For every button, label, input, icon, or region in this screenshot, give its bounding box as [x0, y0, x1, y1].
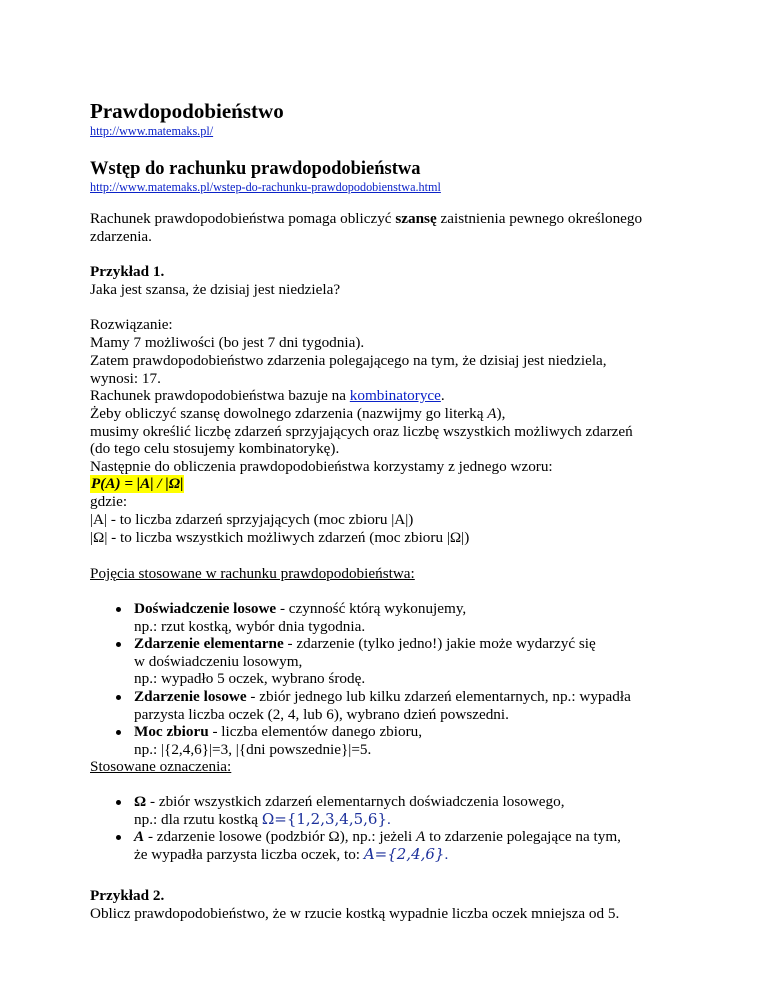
solution-line: Rachunek prawdopodobieństwa bazuje na kombinatoryce.	[90, 387, 445, 404]
solution-label: Rozwiązanie:	[90, 316, 173, 333]
page-title: Prawdopodobieństwo	[90, 99, 284, 123]
solution-line: Mamy 7 możliwości (bo jest 7 dni tygodnia).	[90, 334, 365, 351]
solution-line: wynosi: 17.	[90, 370, 161, 387]
concepts-list	[90, 600, 631, 758]
kombinatoryka-link[interactable]: kombinatoryce	[349, 387, 441, 404]
solution-line: Następnie do obliczenia prawdopodobieństwa korzystamy z jednego wzoru:	[90, 458, 553, 475]
solution-line: |A| - to liczba zdarzeń sprzyjających (moc zbioru |A|)	[90, 511, 414, 528]
example1-heading: Przykład 1.	[90, 263, 165, 280]
bullet-icon	[116, 730, 121, 735]
solution-line: musimy określić liczbę zdarzeń sprzyjających oraz liczbę wszystkich możliwych zdarzeń	[90, 423, 633, 440]
list-item: A - zdarzenie losowe (podzbiór Ω), np.: jeżeli A to zdarzenie polegające na tym, że wypadła parzysta liczba oczek, to: A={2,4,6}.	[90, 828, 621, 863]
notation-list	[90, 793, 621, 863]
intro-line-2: zdarzenia.	[90, 228, 152, 245]
list-item: Ω - zbiór wszystkich zdarzeń elementarnych doświadczenia losowego, np.: dla rzutu kostką Ω={1,2,3,4,5,6}.	[90, 793, 621, 828]
intro-bold-word: szansę	[395, 210, 437, 227]
list-item: Doświadczenie losowe - czynność którą wykonujemy, np.: rzut kostką, wybór dnia tygodnia.	[90, 600, 631, 635]
intro-line-1: Rachunek prawdopodobieństwa pomaga obliczyć szansę zaistnienia pewnego określonego	[90, 210, 643, 227]
probability-formula: P(A) = |A| / |Ω|	[91, 475, 184, 492]
bullet-icon	[116, 642, 121, 647]
example1-question: Jaka jest szansa, że dzisiaj jest niedziela?	[90, 281, 341, 298]
solution-line: (do tego celu stosujemy kombinatorykę).	[90, 440, 340, 457]
example2-question: Oblicz prawdopodobieństwo, że w rzucie kostką wypadnie liczba oczek mniejsza od 5.	[90, 905, 620, 922]
solution-line: Żeby obliczyć szansę dowolnego zdarzenia (nazwijmy go literką A),	[90, 405, 506, 422]
omega-set: Ω={1,2,3,4,5,6}	[261, 809, 388, 828]
bullet-icon	[116, 835, 121, 840]
list-item: Moc zbioru - liczba elementów danego zbioru, np.: |{2,4,6}|=3, |{dni powszednie}|=5.	[90, 723, 631, 758]
a-set: A={2,4,6}	[363, 844, 445, 863]
bullet-icon	[116, 607, 121, 612]
bullet-icon	[116, 695, 121, 700]
list-item: Zdarzenie losowe - zbiór jednego lub kilku zdarzeń elementarnych, np.: wypadła parzysta liczba oczek (2, 4, lub 6), wybrano dzień powszedni.	[90, 688, 631, 723]
bullet-icon	[116, 800, 121, 805]
notation-heading: Stosowane oznaczenia:	[90, 758, 232, 775]
solution-line: gdzie:	[90, 493, 128, 510]
solution-line: Zatem prawdopodobieństwo zdarzenia polegającego na tym, że dzisiaj jest niedziela,	[90, 352, 607, 369]
section-heading: Wstęp do rachunku prawdopodobieństwa	[90, 159, 421, 179]
title-link[interactable]: http://www.matemaks.pl/	[90, 124, 214, 138]
concepts-heading: Pojęcia stosowane w rachunku prawdopodobieństwa:	[90, 565, 415, 582]
solution-line: |Ω| - to liczba wszystkich możliwych zdarzeń (moc zbioru |Ω|)	[90, 529, 470, 546]
probability-formula-wrap	[90, 475, 184, 493]
section-link[interactable]: http://www.matemaks.pl/wstep-do-rachunku-prawdopodobienstwa.html	[90, 180, 441, 194]
example2-heading: Przykład 2.	[90, 887, 165, 904]
list-item: Zdarzenie elementarne - zdarzenie (tylko jedno!) jakie może wydarzyć się w doświadczeniu losowym, np.: wypadło 5 oczek, wybrano środę.	[90, 635, 631, 688]
